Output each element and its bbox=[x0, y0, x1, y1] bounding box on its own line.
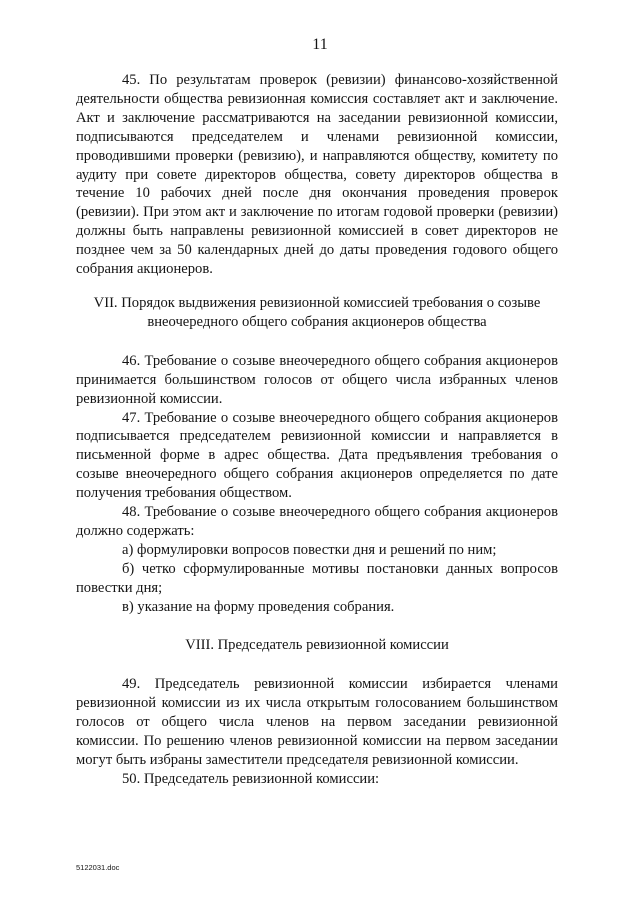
paragraph-48-item-a: а) формулировки вопросов повестки дня и решений по ним; bbox=[122, 541, 497, 558]
section-8-heading: VIII. Председатель ревизионной комиссии bbox=[185, 637, 449, 654]
paragraph-45: 45. По результатам проверок (ревизии) финансово-хозяйственной деятельности общества ревизионная комиссия составляет акт и заключение. Акт и заключение рассматриваются на заседании ревизионной комиссии, подписываются председателем и членами ревизионной комиссии, проводившими проверки (ревизию), и направляются обществу, комитету по аудиту при совете директоров общества, совету директоров общества в течение 10 рабочих дней после дня окончания проведения проверок (ревизии). При этом акт и заключение по итогам годовой проверки (ревизии) должны быть направлены ревизионной комиссией в совет директоров не позднее чем за 50 календарных дней до даты проведения годового общего собрания акционеров. bbox=[76, 72, 558, 278]
page-number: 11 bbox=[312, 36, 328, 53]
section-7-heading-line-2: внеочередного общего собрания акционеров общества bbox=[147, 313, 487, 330]
file-name-footer: 5122031.doc bbox=[76, 863, 120, 872]
paragraph-48-item-b: б) четко сформулированные мотивы постановки данных вопросов повестки дня; bbox=[76, 560, 558, 596]
section-7-heading bbox=[76, 294, 558, 332]
paragraph-50: 50. Председатель ревизионной комиссии: bbox=[122, 770, 380, 787]
document-body bbox=[76, 71, 558, 789]
section-7-heading-line-1: VII. Порядок выдвижения ревизионной комиссией требования о созыве bbox=[93, 294, 541, 311]
paragraph-46: 46. Требование о созыве внеочередного общего собрания акционеров принимается большинством голосов от общего числа избранных членов ревизионной комиссии. bbox=[76, 352, 558, 407]
paragraph-47: 47. Требование о созыве внеочередного общего собрания акционеров подписывается председателем ревизионной комиссии и направляется в письменной форме в адрес общества. Дата предъявления требования о созыве внеочередного общего собрания акционеров определяется по дате получения требования обществом. bbox=[76, 409, 558, 502]
paragraph-48-item-c: в) указание на форму проведения собрания. bbox=[122, 598, 395, 615]
paragraph-49: 49. Председатель ревизионной комиссии избирается членами ревизионной комиссии из их числа открытым голосованием большинством голосов от общего числа членов на первом заседании ревизионной комиссии. По решению членов ревизионной комиссии на первом заседании могут быть избраны заместители председателя ревизионной комиссии. bbox=[76, 676, 558, 768]
paragraph-48: 48. Требование о созыве внеочередного общего собрания акционеров должно содержать: bbox=[76, 504, 558, 539]
